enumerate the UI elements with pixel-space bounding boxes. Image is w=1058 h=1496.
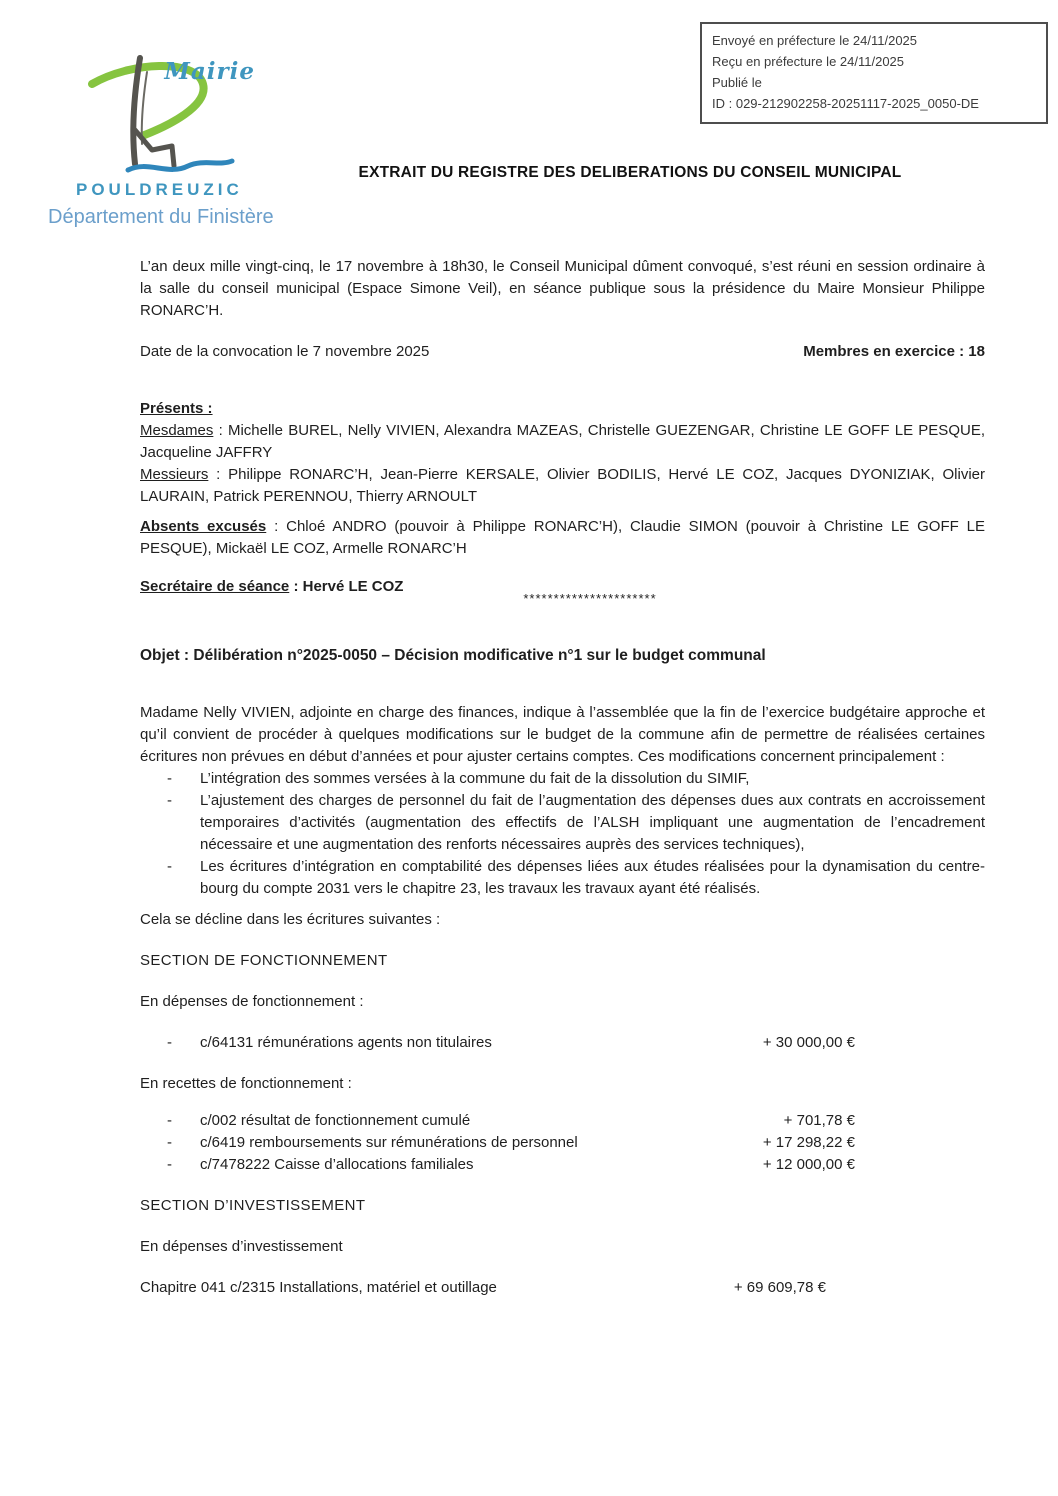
logo-commune-label: POULDREUZIC <box>76 180 243 199</box>
document-title: EXTRAIT DU REGISTRE DES DELIBERATIONS DU CONSEIL MUNICIPAL <box>358 164 902 181</box>
stamp-id-line: ID : 029-212902258-20251117-2025_0050-DE <box>712 96 979 111</box>
absents-line: Absents excusés : Chloé ANDRO (pouvoir à Philippe RONARC’H), Claudie SIMON (pouvoir à Christine LE GOFF LE PESQUE), Mickaël LE COZ, Armelle RONARC’H <box>140 518 985 557</box>
presents-block <box>140 398 985 508</box>
presents-heading: Présents : <box>140 400 213 417</box>
amount-value: + 30 000,00 € <box>762 1034 855 1051</box>
recettes-list <box>140 1110 985 1176</box>
amount-value: + 701,78 € <box>783 1112 855 1129</box>
section-investissement-title: SECTION D’INVESTISSEMENT <box>140 1197 366 1214</box>
body-paragraph: Madame Nelly VIVIEN, adjointe en charge des finances, indique à l’assemblée que la fin de l’exercice budgétaire approche et qu’il convient de procéder à quelques modifications sur le budget de la commune afin de permettre de réalisées certaines écritures non prévues en début d’années et pour ajuster certains comptes. Ces modifications concernent principalement : <box>140 704 985 765</box>
budget-line-recette: - c/002 résultat de fonctionnement cumulé + 701,78 € <box>140 1110 985 1132</box>
dash-bullet: - <box>167 1156 172 1173</box>
recettes-fonctionnement-label: En recettes de fonctionnement : <box>140 1075 352 1092</box>
section-fonctionnement-title: SECTION DE FONCTIONNEMENT <box>140 952 388 969</box>
budget-line-recette: - c/7478222 Caisse d’allocations familiales + 12 000,00 € <box>140 1154 985 1176</box>
modification-bullets <box>140 768 985 900</box>
convocation-date: Date de la convocation le 7 novembre 2025 <box>140 343 430 360</box>
prefecture-stamp <box>700 22 1048 124</box>
amount-value: + 12 000,00 € <box>762 1156 855 1173</box>
intro-paragraph: L’an deux mille vingt-cinq, le 17 novembre à 18h30, le Conseil Municipal dûment convoqué, s’est réuni en session ordinaire à la salle du conseil municipal (Espace Simone Veil), en séance publique sous la présidence du Maire Monsieur Philippe RONARC’H. <box>140 258 985 319</box>
document-content <box>140 256 985 1299</box>
convocation-row <box>140 341 985 363</box>
dash-bullet: - <box>167 792 172 809</box>
town-logo <box>70 50 255 200</box>
budget-line-depense: - c/64131 rémunérations agents non titulaires + 30 000,00 € <box>140 1032 985 1054</box>
messieurs-line: Messieurs : Philippe RONARC’H, Jean-Pierre KERSALE, Olivier BODILIS, Hervé LE COZ, Jacques DYONIZIAK, Olivier LAURAIN, Patrick PERENNOU, Thierry ARNOULT <box>140 466 985 505</box>
bullet-item: - L’intégration des sommes versées à la commune du fait de la dissolution du SIMIF, <box>140 768 985 790</box>
dash-bullet: - <box>167 1134 172 1151</box>
dash-bullet: - <box>167 1034 172 1051</box>
bullet-item: - L’ajustement des charges de personnel du fait de l’augmentation des dépenses dues aux contrats en accroissement temporaires d’activités (augmentation des effectifs de l’ALSH impliquant une augmentation de l’encadrement nécessaire et une augmentation des renforts nécessaires auprès des services techniques), <box>140 790 985 856</box>
amount-value: + 69 609,78 € <box>733 1279 826 1296</box>
stamp-received-line: Reçu en préfecture le 24/11/2025 <box>712 54 905 69</box>
asterisk-separator: ********************** <box>523 591 657 606</box>
depenses-investissement-label: En dépenses d’investissement <box>140 1238 343 1255</box>
budget-line-chapitre: Chapitre 041 c/2315 Installations, matériel et outillage + 69 609,78 € <box>140 1277 985 1299</box>
members-count: Membres en exercice : 18 <box>803 343 985 360</box>
secretary-line: Secrétaire de séance : Hervé LE COZ <box>140 578 404 595</box>
amount-value: + 17 298,22 € <box>762 1134 855 1151</box>
stamp-published-line: Publié le <box>712 75 762 90</box>
department-label: Département du Finistère <box>48 206 274 228</box>
mesdames-line: Mesdames : Michelle BUREL, Nelly VIVIEN, Alexandra MAZEAS, Christelle GUEZENGAR, Christine LE GOFF LE PESQUE, Jacqueline JAFFRY <box>140 422 985 461</box>
dash-bullet: - <box>167 1112 172 1129</box>
dash-bullet: - <box>167 770 172 787</box>
depenses-fonctionnement-label: En dépenses de fonctionnement : <box>140 993 364 1010</box>
bullet-item: - Les écritures d’intégration en comptabilité des dépenses liées aux études réalisées pour la dynamisation du centre-bourg du compte 2031 vers le chapitre 23, les travaux les travaux ayant été réalisés. <box>140 856 985 900</box>
dash-bullet: - <box>167 858 172 875</box>
decline-line: Cela se décline dans les écritures suivantes : <box>140 911 441 928</box>
budget-line-recette: - c/6419 remboursements sur rémunérations de personnel + 17 298,22 € <box>140 1132 985 1154</box>
objet-line: Objet : Délibération n°2025-0050 – Décision modificative n°1 sur le budget communal <box>140 647 766 664</box>
logo-mairie-label: Mairie <box>164 58 255 85</box>
stamp-sent-line: Envoyé en préfecture le 24/11/2025 <box>712 33 918 48</box>
